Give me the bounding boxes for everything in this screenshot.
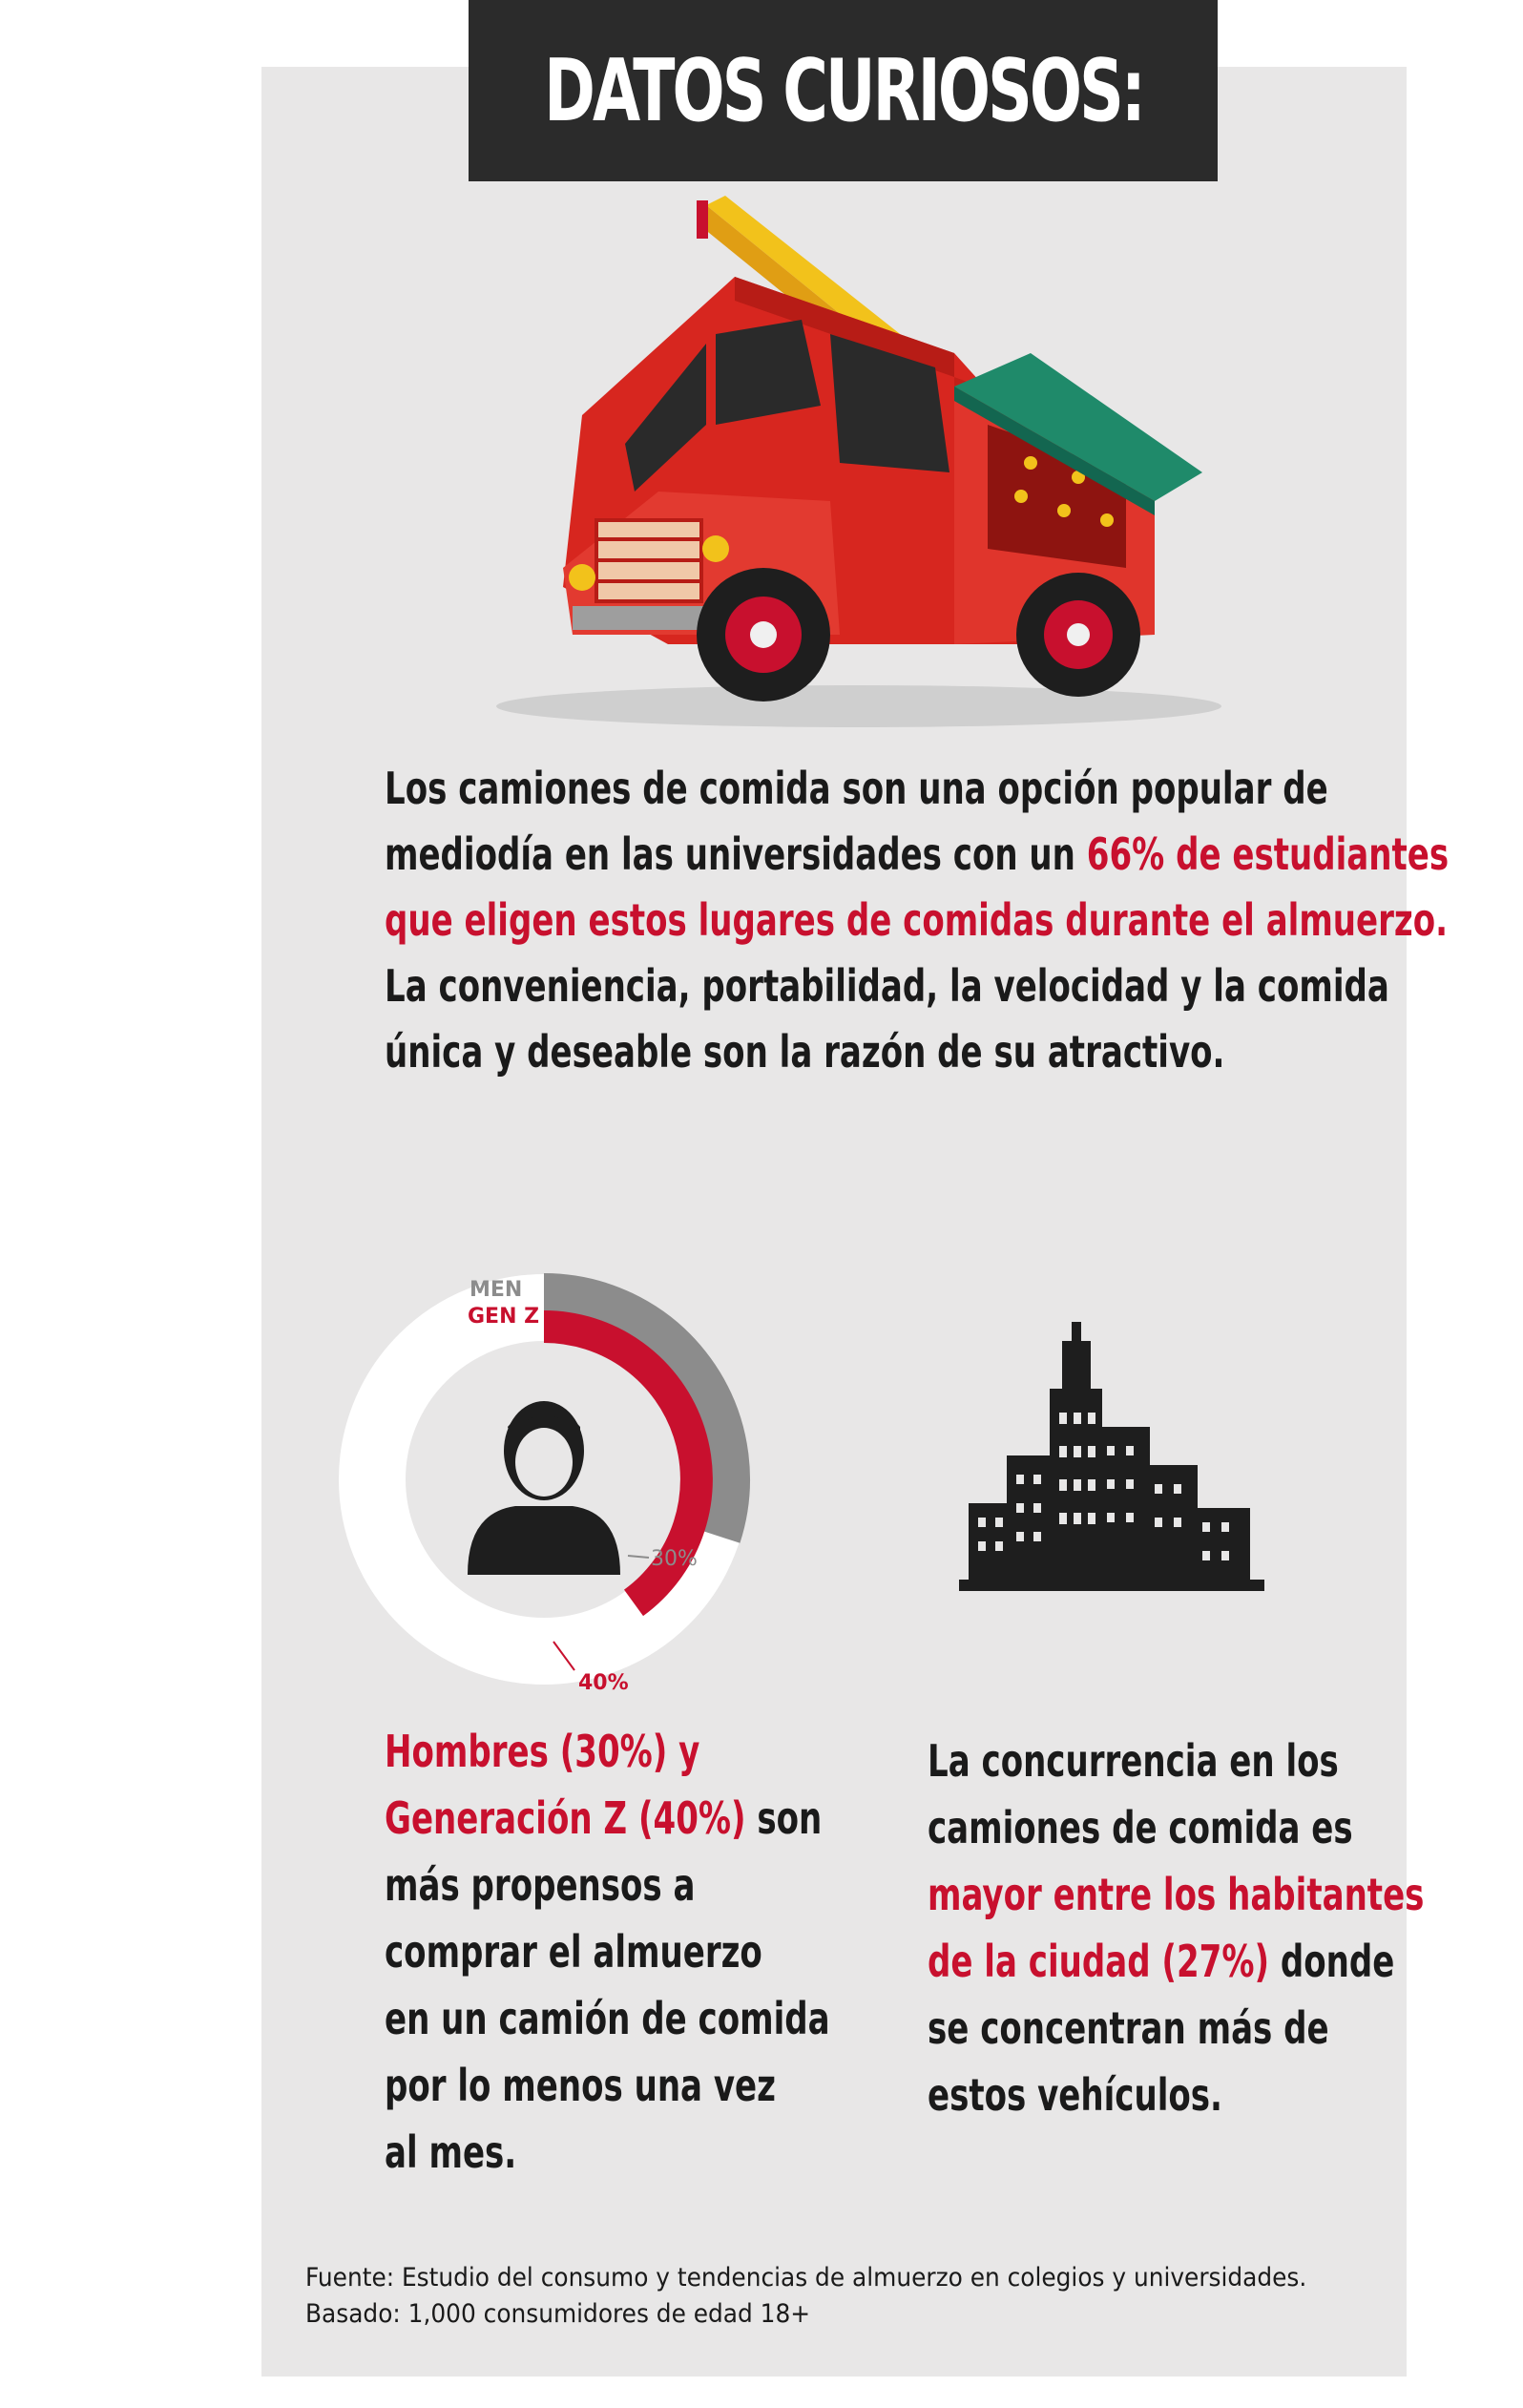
fact-line: Hombres (30%) y bbox=[385, 1726, 700, 1777]
donut-chart bbox=[324, 1260, 821, 1699]
fact-line: se concentran más de bbox=[928, 2002, 1329, 2054]
fact-line: más propensos a bbox=[385, 1859, 696, 1911]
intro-line: La conveniencia, portabilidad, la velocidad y la comida bbox=[385, 960, 1389, 1012]
city-skyline-icon bbox=[949, 1322, 1274, 1627]
men-pct-label: 30% bbox=[651, 1547, 698, 1571]
men-label: MEN bbox=[469, 1278, 523, 1302]
fact-line: Generación Z (40%) son bbox=[385, 1792, 823, 1844]
fact-line: en un camión de comida bbox=[385, 1993, 830, 2044]
title-banner bbox=[469, 0, 1218, 181]
source-line: Basado: 1,000 consumidores de edad 18+ bbox=[305, 2299, 811, 2329]
highlight-text: que eligen estos lugares de comidas durante el almuerzo. bbox=[385, 894, 1449, 946]
fact-line: por lo menos una vez bbox=[385, 2060, 776, 2111]
genz-label: GEN Z bbox=[468, 1305, 540, 1329]
left-fact bbox=[385, 1718, 830, 2186]
intro-line: Los camiones de comida son una opción popular de bbox=[385, 763, 1328, 814]
page-title: DATOS CURIOSOS: bbox=[543, 40, 1143, 141]
right-fact bbox=[928, 1727, 1424, 2128]
intro-line: única y deseable son la razón de su atractivo. bbox=[385, 1026, 1225, 1078]
food-truck-icon bbox=[420, 186, 1279, 740]
highlight-text: 66% de estudiantes bbox=[1086, 828, 1450, 880]
genz-pct-label: 40% bbox=[578, 1671, 629, 1695]
source-note bbox=[305, 2260, 1306, 2333]
fact-line: al mes. bbox=[385, 2126, 517, 2178]
fact-line: La concurrencia en los bbox=[928, 1735, 1339, 1787]
fact-line: mayor entre los habitantes bbox=[928, 1869, 1425, 1920]
intro-line: mediodía en las universidades con un 66% de estudiantes bbox=[385, 828, 1450, 880]
fact-line: comprar el almuerzo bbox=[385, 1926, 762, 1978]
fact-line: estos vehículos. bbox=[928, 2069, 1222, 2121]
intro-paragraph bbox=[385, 756, 1449, 1085]
person-icon bbox=[468, 1401, 620, 1575]
fact-line: camiones de comida es bbox=[928, 1802, 1353, 1853]
fact-line: de la ciudad (27%) donde bbox=[928, 1936, 1395, 1987]
source-line: Fuente: Estudio del consumo y tendencias de almuerzo en colegios y universidades. bbox=[305, 2263, 1307, 2293]
